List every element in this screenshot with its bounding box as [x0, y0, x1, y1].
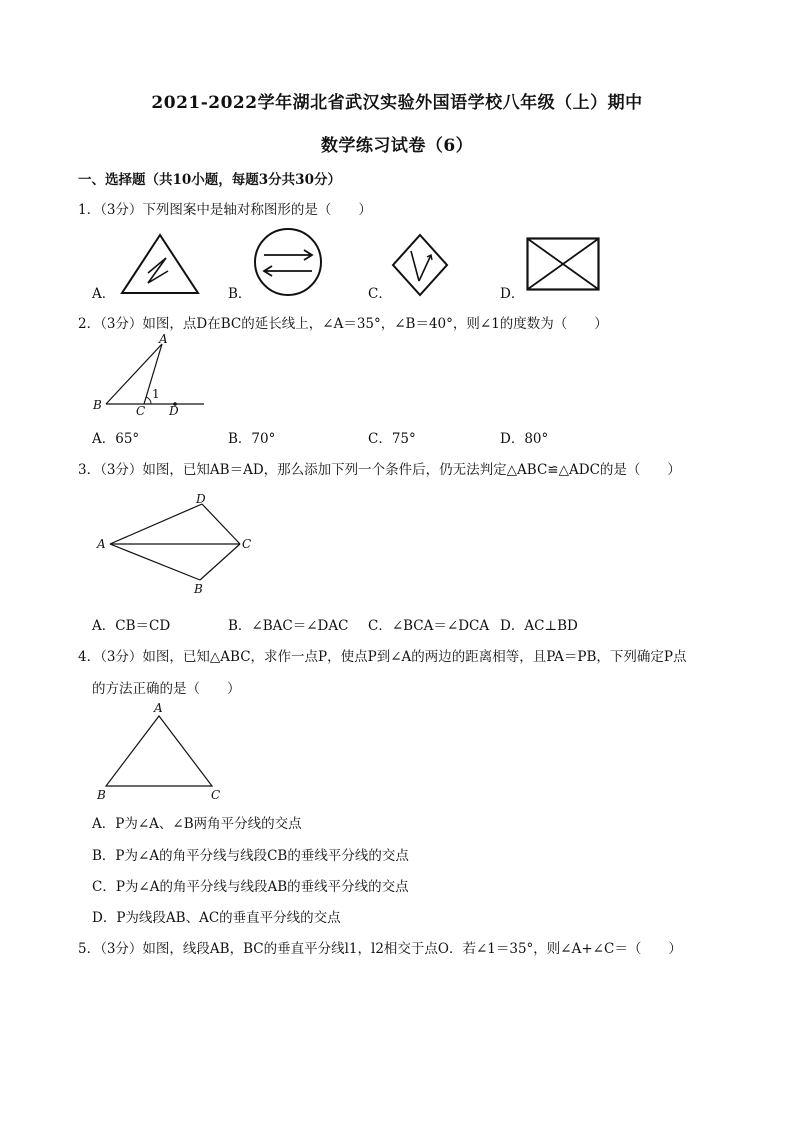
q1-figure-b	[252, 226, 324, 298]
q2-label-d: D	[169, 404, 179, 418]
q1-figure-d	[526, 237, 600, 291]
q1-figure-c	[391, 233, 449, 297]
q3-option-b[interactable]: B．∠BAC＝∠DAC	[228, 618, 349, 634]
q4-option-c[interactable]: C．P为∠A的角平分线与线段AB的垂线平分线的交点	[92, 879, 409, 895]
paper-title-line2: 数学练习试卷（6）	[320, 136, 474, 156]
q3-option-a[interactable]: A．CB＝CD	[92, 618, 171, 634]
q3-label-b: B	[194, 582, 203, 596]
q1-figure-a	[120, 233, 200, 295]
question-5-text: 5．（3分）如图，线段AB，BC的垂直平分线l1，l2相交于点O．若∠1＝35°，则∠A+∠C＝（ ）	[78, 941, 682, 957]
q4-label-c: C	[211, 788, 221, 802]
q2-label-b: B	[93, 398, 102, 412]
q4-label-b: B	[97, 788, 106, 802]
q2-angle-1-label: 1	[152, 387, 160, 401]
q4-option-a[interactable]: A．P为∠A、∠B两角平分线的交点	[92, 816, 302, 832]
q2-label-a: A	[159, 332, 168, 346]
q3-option-d[interactable]: D．AC⊥BD	[500, 618, 578, 634]
q4-option-b[interactable]: B．P为∠A的角平分线与线段CB的垂线平分线的交点	[92, 848, 409, 864]
q4-option-d[interactable]: D．P为线段AB、AC的垂直平分线的交点	[92, 910, 341, 926]
paper-title-line1: 2021-2022学年湖北省武汉实验外国语学校八年级（上）期中	[151, 93, 643, 113]
question-1-text: 1．（3分）下列图案中是轴对称图形的是（ ）	[78, 202, 372, 218]
question-3-text: 3．（3分）如图，已知AB＝AD，那么添加下列一个条件后，仍无法判定△ABC≌△ADC的是（ ）	[78, 462, 681, 478]
q3-option-c[interactable]: C．∠BCA＝∠DCA	[368, 618, 490, 634]
q3-label-d: D	[196, 492, 206, 506]
section-heading: 一、选择题（共10小题，每题3分共30分）	[78, 172, 341, 188]
q2-option-c[interactable]: C．75°	[368, 431, 416, 447]
q4-figure	[104, 714, 216, 790]
q1-option-b[interactable]: B．	[228, 286, 252, 302]
q2-label-c: C	[136, 404, 146, 418]
q2-option-d[interactable]: D．80°	[500, 431, 549, 447]
q3-figure	[108, 500, 244, 584]
q4-label-a: A	[154, 701, 163, 715]
q2-option-a[interactable]: A．65°	[92, 431, 140, 447]
q3-label-a: A	[97, 537, 106, 551]
q3-label-c: C	[242, 537, 252, 551]
q1-option-c[interactable]: C．	[368, 286, 392, 302]
question-4-text-line2: 的方法正确的是（ ）	[92, 681, 241, 697]
question-4-text-line1: 4．（3分）如图，已知△ABC，求作一点P，使点P到∠A的两边的距离相等，且PA＝PB，下列确定P点	[78, 649, 687, 665]
q1-option-a[interactable]: A．	[92, 286, 116, 302]
q1-option-d[interactable]: D．	[500, 286, 525, 302]
q2-option-b[interactable]: B．70°	[228, 431, 276, 447]
question-2-text: 2．（3分）如图，点D在BC的延长线上，∠A＝35°，∠B＝40°，则∠1的度数为（ ）	[78, 316, 608, 332]
